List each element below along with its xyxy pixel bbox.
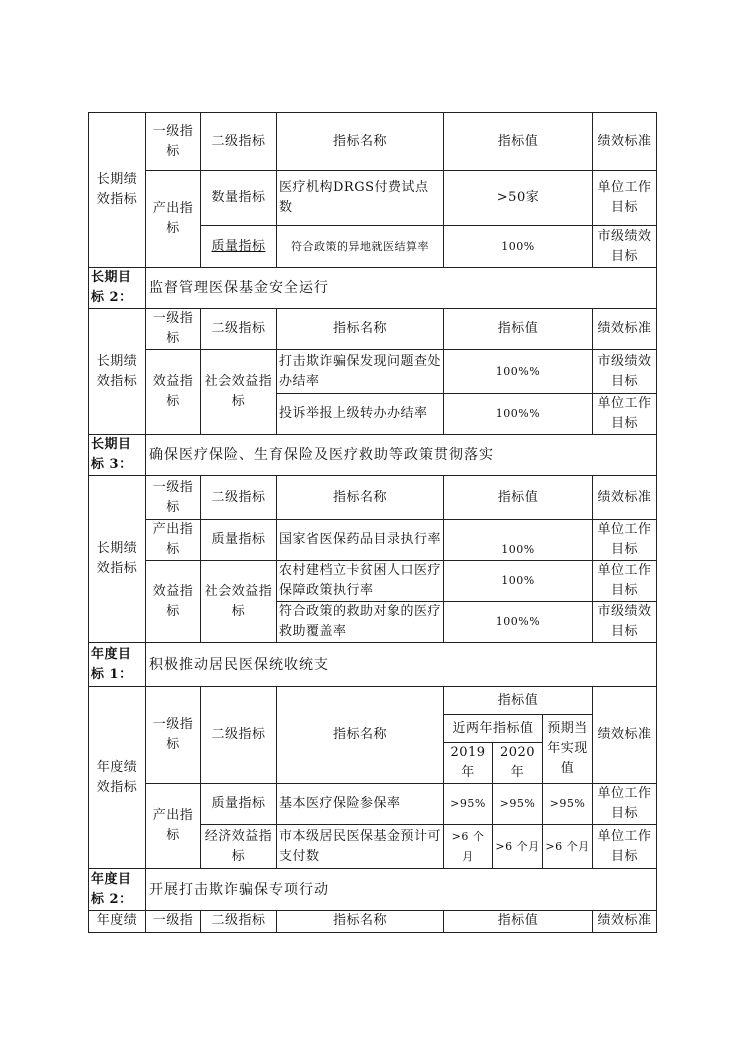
- header-2019: 2019 年: [444, 743, 493, 784]
- goal-text: 开展打击欺诈骗保专项行动: [146, 869, 657, 911]
- level1-cell: 产出指标: [146, 171, 201, 268]
- indicator-name: 打击欺诈骗保发现问题查处办结率: [277, 350, 444, 394]
- header-name: 指标名称: [277, 309, 444, 350]
- indicator-name: 投诉举报上级转办办结率: [277, 394, 444, 435]
- level2-cell: 经济效益指标: [201, 825, 277, 869]
- indicator-name: 基本医疗保险参保率: [277, 784, 444, 825]
- indicator-value: 100%%: [444, 350, 593, 394]
- header-level1: 一级指标: [146, 687, 201, 784]
- header-level2: 二级指标: [201, 113, 277, 171]
- header-name: 指标名称: [277, 911, 444, 933]
- level2-cell: 质量指标: [201, 226, 277, 268]
- goal-label: 年度目标 1：: [89, 643, 146, 687]
- indicator-standard: 市级绩效目标: [593, 602, 657, 643]
- section-label: 年度绩: [89, 911, 146, 933]
- value-expected: >6 个月: [543, 825, 593, 869]
- header-2020: 2020 年: [493, 743, 543, 784]
- value-2019: >6 个月: [444, 825, 493, 869]
- indicator-standard: 单位工作目标: [593, 825, 657, 869]
- indicator-standard: 单位工作目标: [593, 561, 657, 602]
- goal-label: 长期目标 2：: [89, 268, 146, 309]
- header-expected: 预期当年实现值: [543, 715, 593, 784]
- header-name: 指标名称: [277, 113, 444, 171]
- header-value: 指标值: [444, 113, 593, 171]
- indicator-value: >50家: [444, 171, 593, 226]
- header-value: 指标值: [444, 309, 593, 350]
- level2-cell: 质量指标: [201, 784, 277, 825]
- goal-label: 长期目标 3：: [89, 435, 146, 476]
- header-level1: 一级指标: [146, 476, 201, 520]
- indicator-name: 符合政策的救助对象的医疗救助覆盖率: [277, 602, 444, 643]
- header-level1: 一级指标: [146, 309, 201, 350]
- section-label: 长期绩效指标: [89, 113, 146, 268]
- indicator-standard: 单位工作目标: [593, 520, 657, 561]
- header-value: 指标值: [444, 687, 593, 715]
- level1-cell: 效益指标: [146, 350, 201, 435]
- indicator-standard: 市级绩效目标: [593, 350, 657, 394]
- header-name: 指标名称: [277, 476, 444, 520]
- indicator-name: 市本级居民医保基金预计可支付数: [277, 825, 444, 869]
- value-2019: >95%: [444, 784, 493, 825]
- header-level2: 二级指标: [201, 309, 277, 350]
- header-name: 指标名称: [277, 687, 444, 784]
- goal-label: 年度目标 2：: [89, 869, 146, 911]
- section-label: 长期绩效指标: [89, 476, 146, 643]
- header-value: 指标值: [444, 476, 593, 520]
- value-2020: >6 个月: [493, 825, 543, 869]
- indicator-value: 100%: [444, 226, 593, 268]
- section-label: 年度绩效指标: [89, 687, 146, 869]
- indicator-value: 100%%: [444, 602, 593, 643]
- header-standard: 绩效标准: [593, 476, 657, 520]
- indicator-value: 100%%: [444, 394, 593, 435]
- indicator-standard: 单位工作目标: [593, 171, 657, 226]
- indicator-value: 100%: [444, 520, 593, 561]
- indicator-name: 国家省医保药品目录执行率: [277, 520, 444, 561]
- indicator-standard: 单位工作目标: [593, 394, 657, 435]
- header-recent: 近两年指标值: [444, 715, 543, 743]
- level2-cell: 数量指标: [201, 171, 277, 226]
- goal-text: 积极推动居民医保统收统支: [146, 643, 657, 687]
- indicator-standard: 市级绩效目标: [593, 226, 657, 268]
- value-2020: >95%: [493, 784, 543, 825]
- level1-cell: 产出指标: [146, 784, 201, 869]
- header-level2: 二级指标: [201, 911, 277, 933]
- section-label: 长期绩效指标: [89, 309, 146, 435]
- goal-text: 监督管理医保基金安全运行: [146, 268, 657, 309]
- indicator-name: 农村建档立卡贫困人口医疗保障政策执行率: [277, 561, 444, 602]
- indicator-value: 100%: [444, 561, 593, 602]
- header-standard: 绩效标准: [593, 113, 657, 171]
- level2-cell: 社会效益指标: [201, 350, 277, 435]
- header-value: 指标值: [444, 911, 593, 933]
- value-expected: >95%: [543, 784, 593, 825]
- indicator-name: 医疗机构DRGS付费试点数: [277, 171, 444, 226]
- level1-cell: 效益指标: [146, 561, 201, 643]
- header-level2: 二级指标: [201, 476, 277, 520]
- level2-cell: 质量指标: [201, 520, 277, 561]
- header-level1: 一级指标: [146, 113, 201, 171]
- performance-table: [88, 112, 657, 933]
- header-level1: 一级指: [146, 911, 201, 933]
- header-standard: 绩效标准: [593, 687, 657, 784]
- indicator-name: 符合政策的异地就医结算率: [277, 226, 444, 268]
- level1-cell: 产出指标: [146, 520, 201, 561]
- indicator-standard: 单位工作目标: [593, 784, 657, 825]
- header-standard: 绩效标准: [593, 309, 657, 350]
- goal-text: 确保医疗保险、生育保险及医疗救助等政策贯彻落实: [146, 435, 657, 476]
- header-level2: 二级指标: [201, 687, 277, 784]
- level2-cell: 社会效益指标: [201, 561, 277, 643]
- header-standard: 绩效标准: [593, 911, 657, 933]
